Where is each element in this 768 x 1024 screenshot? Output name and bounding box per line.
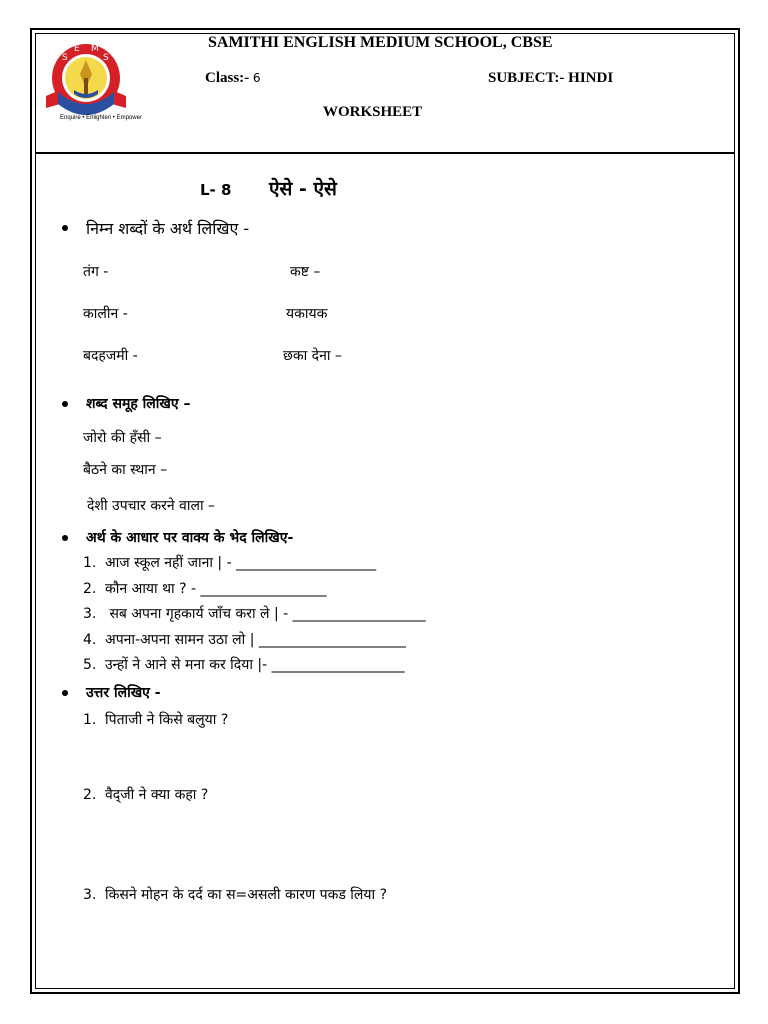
- item-text: कौन आया था ? - __________________: [105, 581, 327, 597]
- bullet-icon: [62, 690, 68, 696]
- word-group-item: बैठने का स्थान –: [83, 462, 168, 478]
- logo-letter: S: [103, 53, 109, 63]
- item-number: 2.: [83, 787, 97, 803]
- item-number: 2.: [83, 581, 97, 597]
- question-item: [83, 710, 228, 729]
- word-item: यकायक: [286, 306, 328, 322]
- worksheet-title: WORKSHEET: [323, 104, 423, 120]
- sentence-item: [83, 553, 376, 572]
- bullet-icon: [62, 401, 68, 407]
- section-heading-text: निम्न शब्दों के अर्थ लिखिए -: [86, 219, 250, 238]
- word-group-item: जोरो की हँसी –: [83, 430, 162, 446]
- sentence-item: [83, 655, 405, 674]
- logo-letter: S: [62, 53, 68, 63]
- word-item: तंग -: [83, 264, 109, 280]
- word-item: छका देना –: [283, 348, 342, 364]
- word-item: कष्ट –: [290, 264, 321, 280]
- word-group-item: देशी उपचार करने वाला –: [87, 498, 216, 514]
- section-heading-text: शब्द समूह लिखिए –: [86, 396, 191, 412]
- bullet-icon: [62, 535, 68, 541]
- item-text: किसने मोहन के दर्द का स=असली कारण पकड लिया ?: [105, 887, 388, 903]
- section-heading-sentence-types: [62, 528, 293, 547]
- section-heading-answers: [62, 683, 161, 702]
- sentence-item: [83, 604, 426, 623]
- item-number: 3.: [83, 887, 97, 903]
- word-item: बदहजमी -: [83, 348, 138, 364]
- sentence-item: [83, 579, 327, 598]
- item-text: सब अपना गृहकार्य जाँच करा ले | - ___________________: [105, 606, 426, 622]
- item-number: 1.: [83, 712, 97, 728]
- school-logo-icon: [40, 38, 132, 124]
- school-name: SAMITHI ENGLISH MEDIUM SCHOOL, CBSE: [208, 34, 553, 51]
- class-label: Class:-: [205, 70, 253, 86]
- logo-letter: M: [91, 44, 99, 54]
- bullet-icon: [62, 225, 68, 231]
- section-heading-meanings: [62, 217, 249, 239]
- header-divider: [36, 152, 734, 154]
- sentence-item: [83, 630, 406, 649]
- logo-tagline: Enquire • Enlighten • Empower: [60, 115, 142, 121]
- subject-label: SUBJECT:- HINDI: [488, 70, 614, 86]
- logo-letter: E: [74, 44, 80, 54]
- word-item: कालीन -: [83, 306, 128, 322]
- question-item: [83, 885, 387, 904]
- item-text: उन्हों ने आने से मना कर दिया |- ___________________: [105, 657, 405, 673]
- section-heading-word-groups: [62, 394, 190, 413]
- class-line: [205, 70, 261, 87]
- item-number: 5.: [83, 657, 97, 673]
- section-heading-text: उत्तर लिखिए -: [86, 685, 161, 701]
- class-value: 6: [252, 71, 261, 85]
- item-text: आज स्कूल नहीं जाना | - ____________________: [105, 555, 377, 571]
- item-text: वैद्जी ने क्या कहा ?: [105, 787, 209, 803]
- item-number: 1.: [83, 555, 97, 571]
- section-heading-text: अर्थ के आधार पर वाक्य के भेद लिखिए-: [86, 530, 294, 546]
- item-text: अपना-अपना सामन उठा लो | _____________________: [105, 632, 406, 648]
- item-number: 4.: [83, 632, 97, 648]
- item-text: पिताजी ने किसे बलुया ?: [105, 712, 229, 728]
- question-item: [83, 785, 208, 804]
- lesson-title: ऐसे - ऐसे: [269, 178, 337, 200]
- lesson-number: L- 8: [200, 181, 232, 199]
- item-number: 3.: [83, 606, 97, 622]
